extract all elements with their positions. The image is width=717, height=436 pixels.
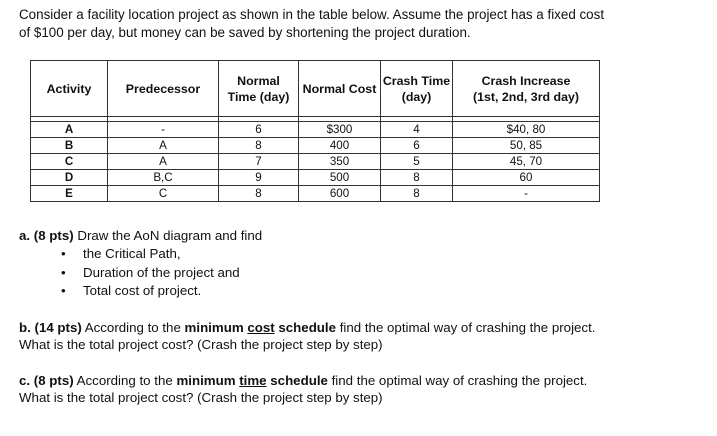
cell-predecessor: A (108, 154, 219, 170)
table-row (31, 186, 600, 202)
part-c-label: c. (8 pts) (19, 373, 74, 388)
part-b-label: b. (14 pts) (19, 320, 82, 335)
part-b-line-2: What is the total project cost? (Crash the project step by step) (19, 337, 383, 352)
part-c-bold-schedule: schedule (266, 373, 328, 388)
header-crash-increase-line2: (1st, 2nd, 3rd day) (472, 89, 580, 104)
cell-normal-time: 8 (219, 138, 299, 154)
cell-predecessor: C (108, 186, 219, 202)
cell-normal-time: 6 (219, 122, 299, 138)
part-a (19, 227, 699, 301)
table-row (31, 138, 600, 154)
activity-table (30, 60, 600, 202)
header-crash-increase-line1: Crash Increase (481, 73, 571, 88)
cell-crash-time: 8 (381, 186, 453, 202)
cell-crash-time: 5 (381, 154, 453, 170)
header-normal-time (219, 61, 299, 117)
cell-crash-time: 6 (381, 138, 453, 154)
cell-activity: B (31, 138, 108, 154)
header-crash-increase (453, 61, 600, 117)
part-c-underlined: time (239, 373, 267, 388)
cell-normal-cost: 600 (299, 186, 381, 202)
part-b-underlined: cost (247, 320, 275, 335)
intro-paragraph (19, 6, 659, 42)
cell-normal-cost: 500 (299, 170, 381, 186)
intro-line-2: of $100 per day, but money can be saved by shortening the project duration. (19, 25, 471, 40)
header-normal-time-line2: Time (day) (227, 89, 290, 104)
part-b (19, 319, 709, 353)
cell-predecessor: B,C (108, 170, 219, 186)
part-c-text: According to the (73, 373, 177, 388)
cell-normal-time: 8 (219, 186, 299, 202)
cell-normal-time: 7 (219, 154, 299, 170)
part-c-bold: minimum (176, 373, 240, 388)
cell-crash-time: 4 (381, 122, 453, 138)
cell-normal-time: 9 (219, 170, 299, 186)
part-b-text: According to the (81, 320, 185, 335)
part-a-heading (19, 227, 699, 245)
header-activity: Activity (31, 61, 108, 117)
table-row (31, 122, 600, 138)
cell-predecessor: A (108, 138, 219, 154)
list-item: • Total cost of project. (19, 282, 699, 301)
cell-activity: C (31, 154, 108, 170)
table-row (31, 154, 600, 170)
part-b-line-1 (19, 319, 709, 336)
part-b-bold-schedule: schedule (274, 320, 337, 335)
part-c-line-1 (19, 372, 709, 389)
part-a-label: a. (8 pts) (19, 228, 74, 243)
list-item: • the Critical Path, (19, 245, 699, 264)
header-normal-cost: Normal Cost (299, 61, 381, 117)
part-b-bold: minimum (184, 320, 248, 335)
cell-crash-increase: - (453, 186, 600, 202)
table-row (31, 170, 600, 186)
cell-normal-cost: 400 (299, 138, 381, 154)
header-predecessor: Predecessor (108, 61, 219, 117)
part-c-line-2: What is the total project cost? (Crash the project step by step) (19, 390, 383, 405)
header-crash-time-line1: Crash Time (382, 73, 451, 88)
part-c (19, 372, 709, 406)
cell-crash-increase: 60 (453, 170, 600, 186)
part-a-bullets (19, 245, 699, 301)
cell-crash-increase: 45, 70 (453, 154, 600, 170)
cell-activity: E (31, 186, 108, 202)
part-c-text-rest: find the optimal way of crashing the project. (327, 373, 588, 388)
cell-crash-time: 8 (381, 170, 453, 186)
list-item: • Duration of the project and (19, 264, 699, 283)
table-header-row (31, 61, 600, 117)
cell-activity: A (31, 122, 108, 138)
cell-normal-cost: $300 (299, 122, 381, 138)
cell-crash-increase: $40, 80 (453, 122, 600, 138)
header-crash-time-line2: (day) (401, 89, 432, 104)
intro-line-1: Consider a facility location project as shown in the table below. Assume the project has a fixed cost (19, 7, 605, 22)
cell-crash-increase: 50, 85 (453, 138, 600, 154)
part-a-text: Draw the AoN diagram and find (73, 228, 263, 243)
part-b-text-rest: find the optimal way of crashing the project. (336, 320, 596, 335)
header-crash-time (381, 61, 453, 117)
header-normal-time-line1: Normal (237, 73, 280, 88)
cell-normal-cost: 350 (299, 154, 381, 170)
cell-activity: D (31, 170, 108, 186)
cell-predecessor: - (108, 122, 219, 138)
